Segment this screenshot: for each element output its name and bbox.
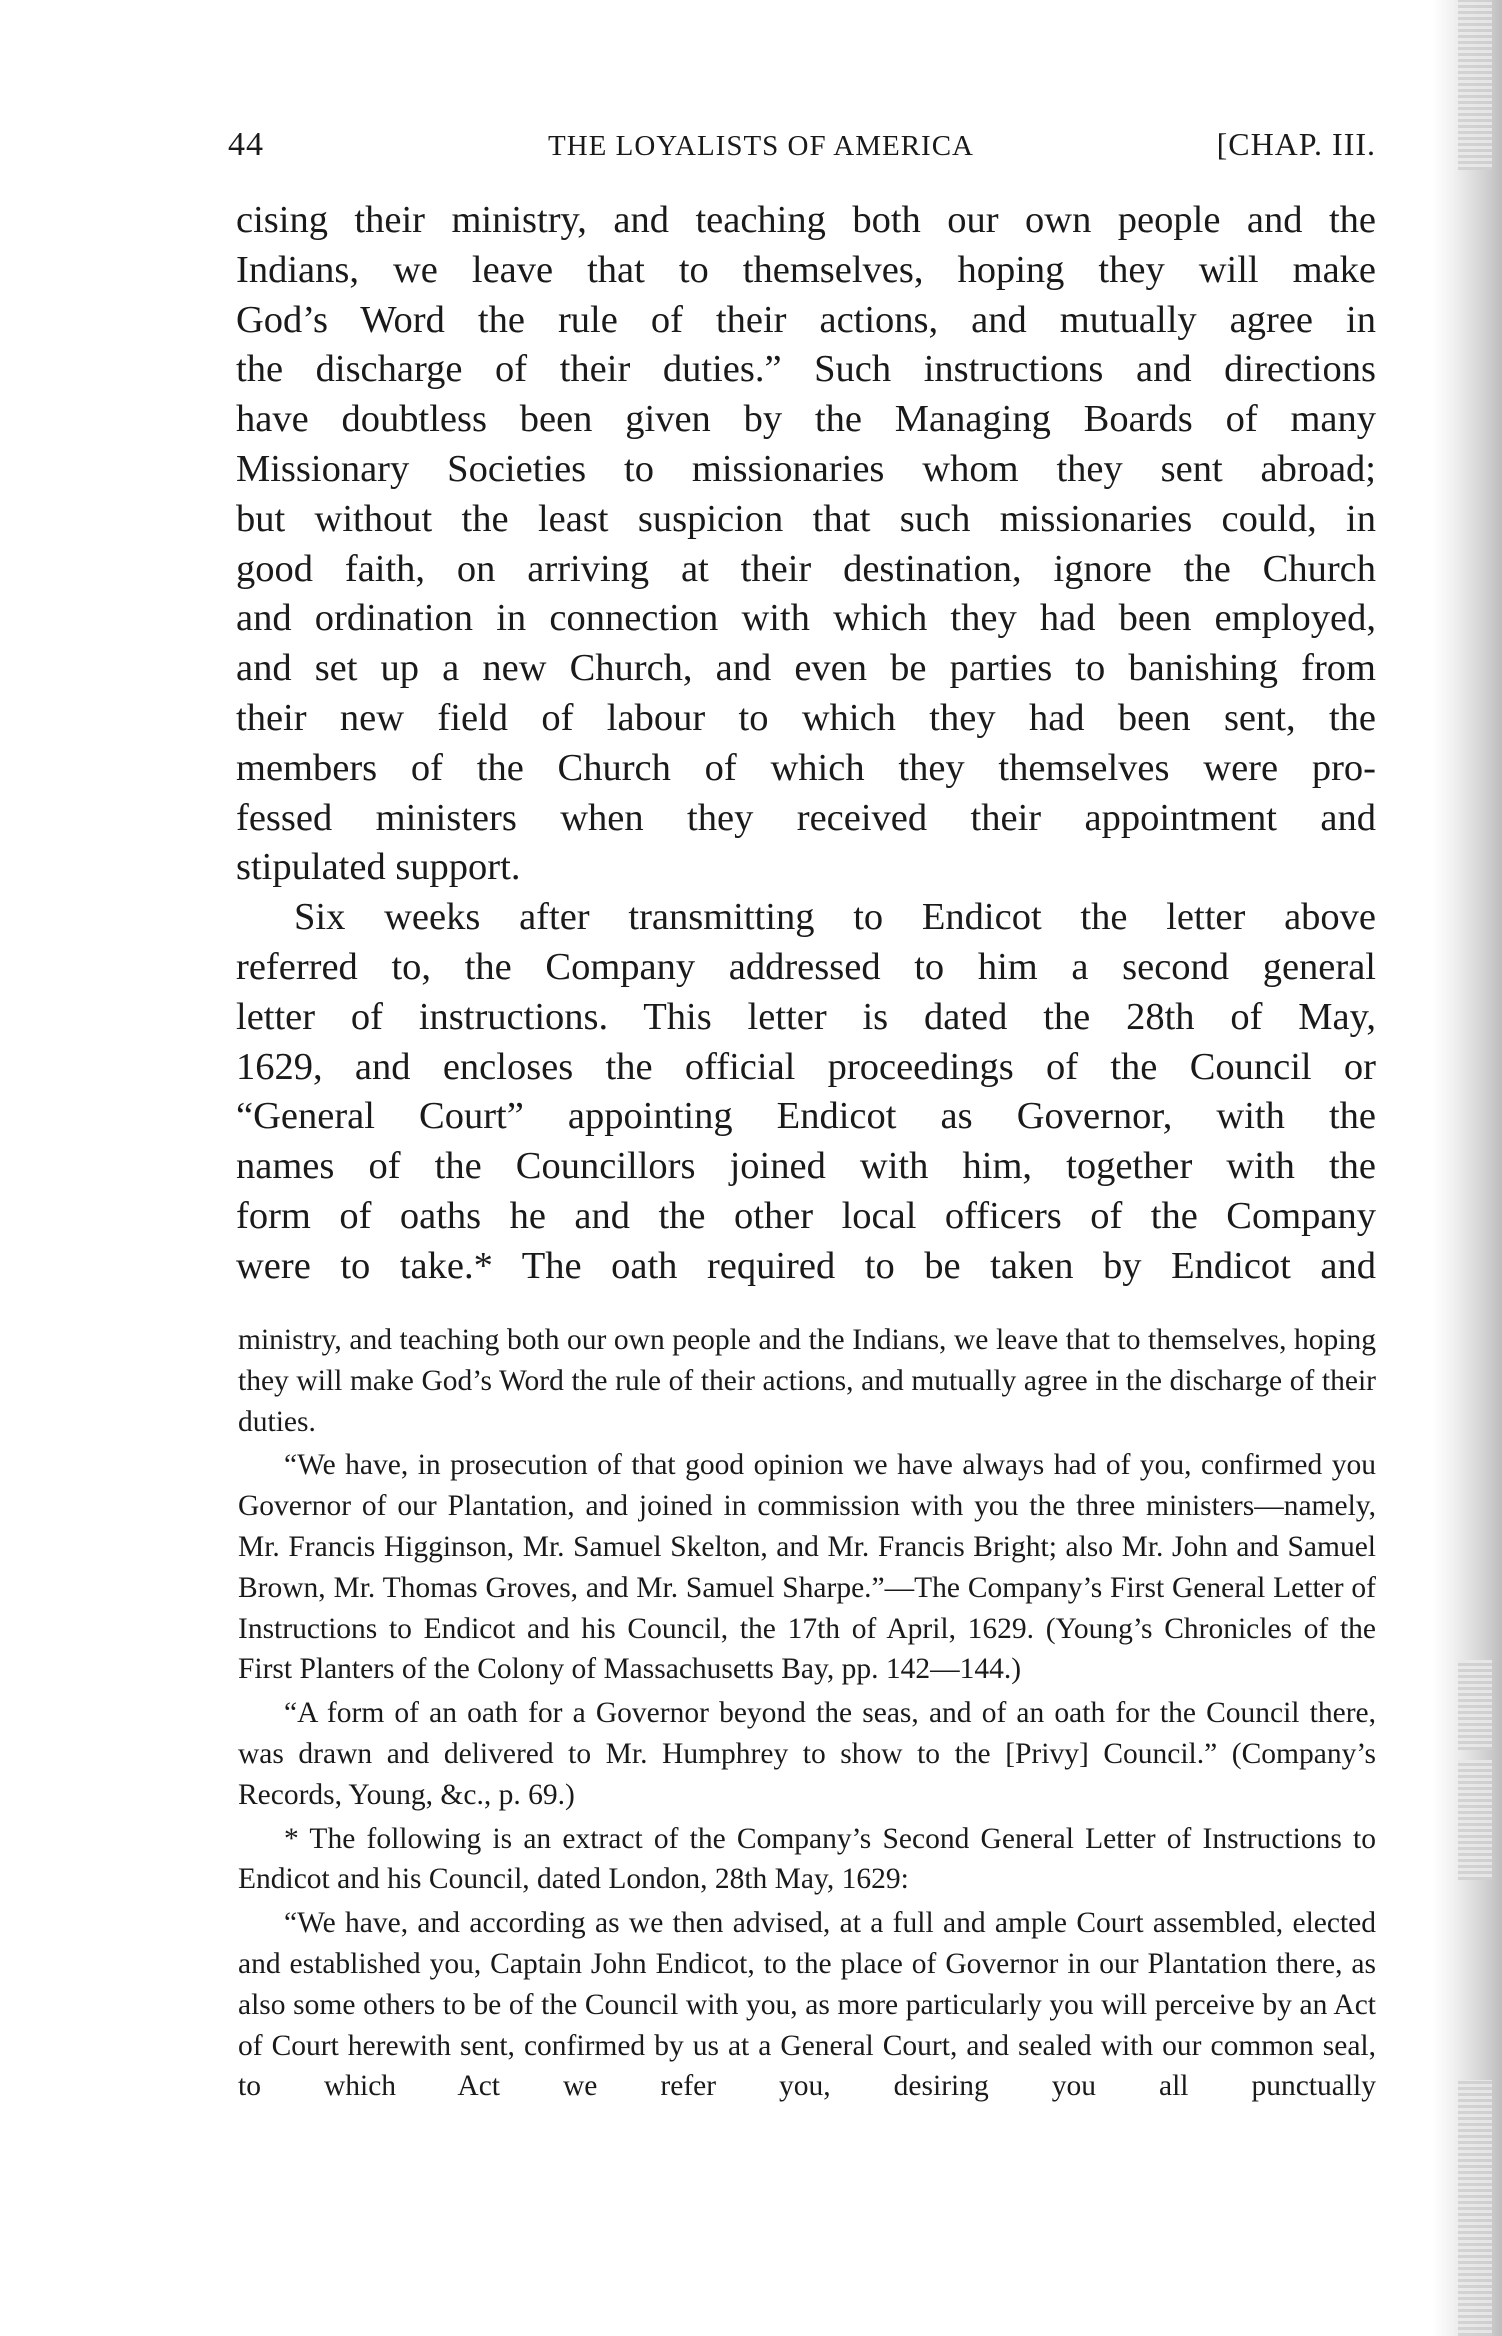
footnote-first-letter-quote: “We have, in prosecution of that good opinion we have always had of you, confirmed you Governor of our Plantation, and joined in commission with you the three ministers—namely, Mr. Francis Higginson, Mr. Samuel Skelton, and Mr. Francis Bright; also Mr. John and Samuel Brown, Mr. Thomas Groves, and Mr. Samuel Sharpe.”—The Company’s First General Letter of Instructions to Endicot and his Council, the 17th of April, 1629. (Young’s Chronicles of the First Planters of the Colony of Massachusetts Bay, pp. 142—144.) bbox=[238, 1449, 1376, 1686]
body-line: referred to, the Company addressed to him a second general bbox=[236, 945, 1376, 988]
body-line: and set up a new Church, and even be parties to banishing from bbox=[236, 647, 1376, 690]
edge-speckle bbox=[1458, 2080, 1492, 2336]
footnote-second-letter-quote: “We have, and according as we then advised, at a full and ample Court assembled, elected and established you, Captain John Endicot, to the place of Governor in our Plantation there, as also some others to be of the Council with you, as more particularly you will perceive by an Act of Court herewith sent, confirmed by us at a General Court, and sealed with our common seal, to which Act we refer you, desiring you all punctually bbox=[238, 1907, 1376, 2103]
edge-speckle bbox=[1458, 0, 1492, 170]
body-line: cising their ministry, and teaching both our own people and the bbox=[236, 199, 1376, 241]
body-line: the discharge of their duties.” Such instructions and directions bbox=[236, 348, 1376, 391]
body-line: have doubtless been given by the Managing Boards of many bbox=[236, 398, 1376, 441]
main-text bbox=[236, 196, 1376, 1292]
body-line: 1629, and encloses the official proceedings of the Council or bbox=[236, 1045, 1376, 1088]
body-line: members of the Church of which they themselves were pro- bbox=[236, 746, 1376, 789]
body-line: Six weeks after transmitting to Endicot the letter above bbox=[294, 896, 1376, 939]
body-line: but without the least suspicion that such missionaries could, in bbox=[236, 497, 1376, 540]
body-line: “General Court” appointing Endicot as Governor, with the bbox=[236, 1095, 1376, 1138]
body-line: names of the Councillors joined with him, together with the bbox=[236, 1145, 1376, 1188]
page-edge-shadow bbox=[1432, 0, 1502, 2336]
chapter-label: [CHAP. III. bbox=[1216, 126, 1376, 162]
edge-speckle bbox=[1458, 1660, 1492, 1750]
body-line: good faith, on arriving at their destination, ignore the Church bbox=[236, 547, 1376, 590]
page-number: 44 bbox=[228, 126, 264, 163]
body-line: fessed ministers when they received their appointment and bbox=[236, 796, 1376, 839]
body-line: their new field of labour to which they had been sent, the bbox=[236, 696, 1376, 739]
body-line: and ordination in connection with which they had been employed, bbox=[236, 597, 1376, 640]
body-line: form of oaths he and the other local officers of the Company bbox=[236, 1194, 1376, 1237]
body-line: letter of instructions. This letter is dated the 28th of May, bbox=[236, 995, 1376, 1038]
running-header bbox=[228, 118, 1376, 178]
body-line: God’s Word the rule of their actions, and mutually agree in bbox=[236, 298, 1376, 341]
edge-speckle bbox=[1458, 1760, 1492, 1880]
body-line: stipulated support. bbox=[236, 846, 521, 889]
footnote-oath-form: “A form of an oath for a Governor beyond the seas, and of an oath for the Council there, was drawn and delivered to Mr. Humphrey to show to the [Privy] Council.” (Company’s Records, Young, &c., p. 69.) bbox=[238, 1697, 1376, 1811]
footnote-continuation: ministry, and teaching both our own people and the Indians, we leave that to themselves, hoping they will make God’s Word the rule of their actions, and mutually agree in the discharge of their duties. bbox=[238, 1324, 1376, 1438]
body-line: Missionary Societies to missionaries whom they sent abroad; bbox=[236, 447, 1376, 490]
body-line: were to take.* The oath required to be taken by Endicot and bbox=[236, 1244, 1376, 1287]
footnote-second-letter-intro: * The following is an extract of the Company’s Second General Letter of Instructions to Endicot and his Council, dated London, 28th May, 1629: bbox=[238, 1822, 1376, 1896]
footnotes bbox=[238, 1320, 1376, 2110]
body-line: Indians, we leave that to themselves, hoping they will make bbox=[236, 248, 1376, 291]
running-title: THE LOYALISTS OF AMERICA bbox=[548, 130, 974, 162]
